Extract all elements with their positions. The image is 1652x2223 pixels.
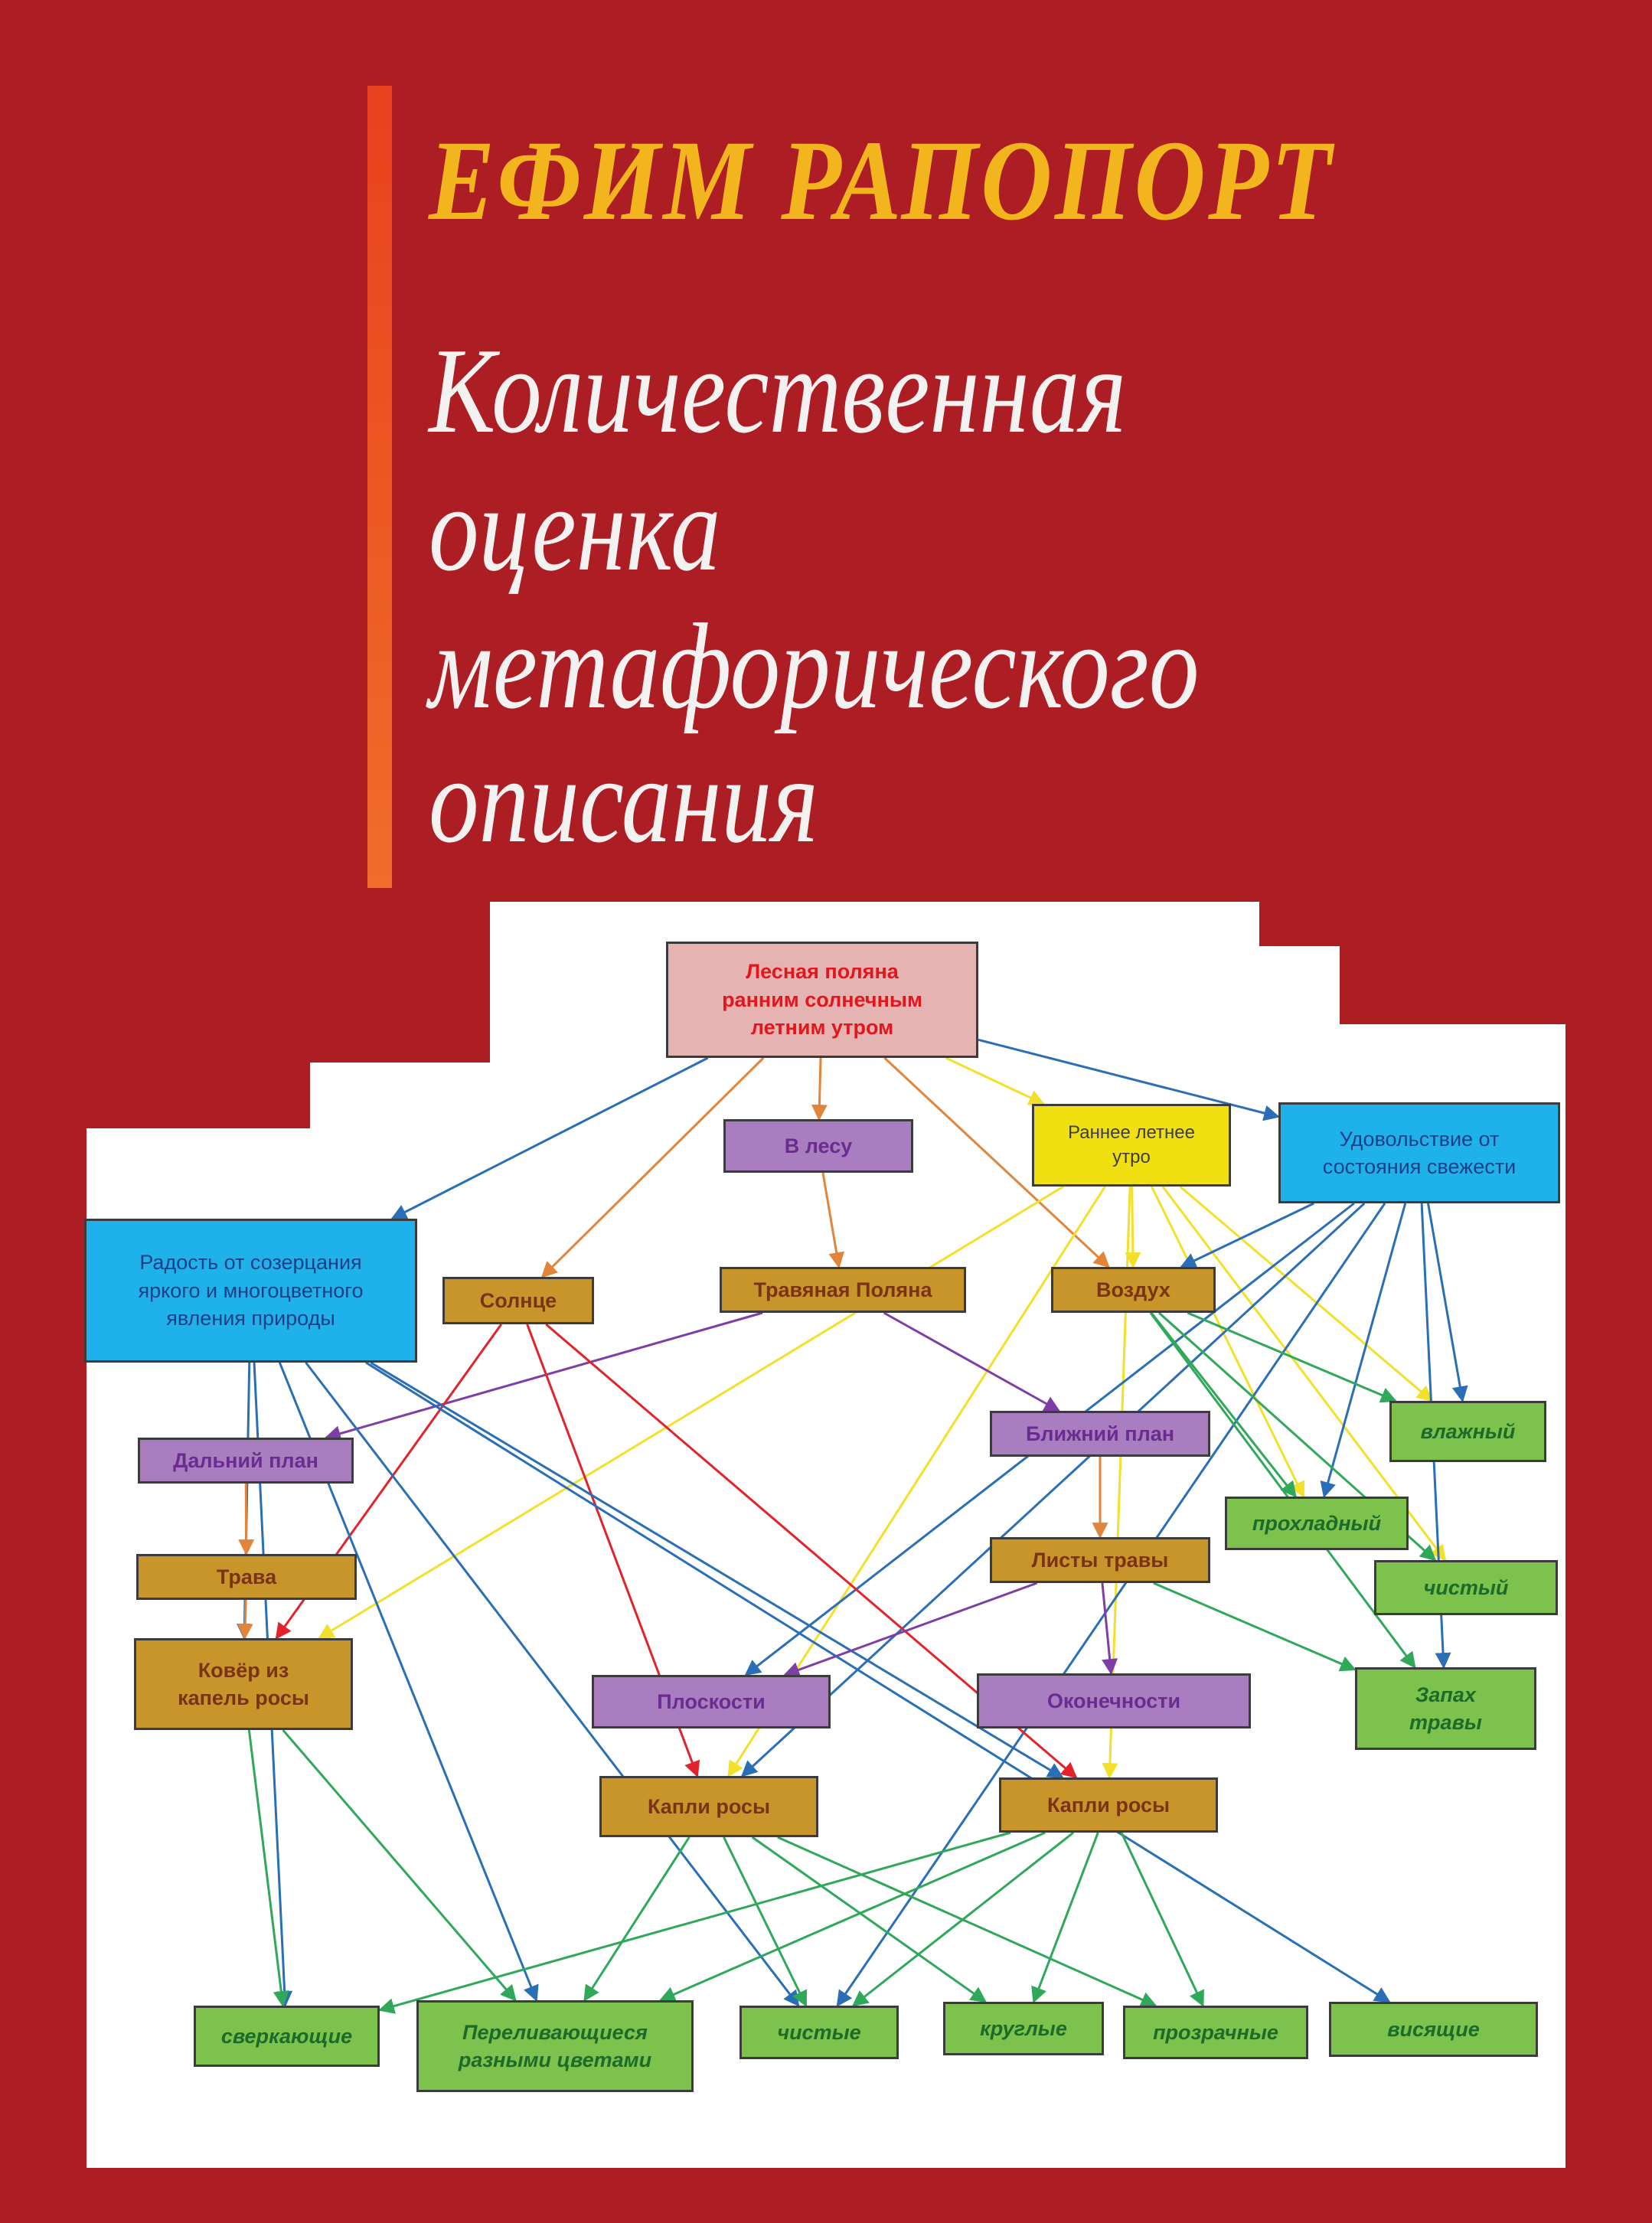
node-radost <box>84 1219 417 1363</box>
node-vlazh <box>1389 1401 1546 1462</box>
node-label-blizhniy: Ближний план <box>1025 1422 1175 1445</box>
node-vozduh <box>1051 1267 1216 1313</box>
node-label-kapli1: Капли росы <box>647 1794 771 1818</box>
node-label-trava: Трава <box>216 1565 277 1588</box>
node-label-visyas: висящие <box>1387 2017 1480 2041</box>
node-label-zapah: Запах травы <box>1409 1683 1482 1734</box>
node-blizhniy <box>990 1411 1210 1457</box>
node-label-prozr: прозрачные <box>1153 2020 1278 2044</box>
node-label-travpol: Травяная Поляна <box>753 1278 932 1301</box>
node-label-chistye: чистые <box>777 2020 861 2044</box>
node-label-rannee: Раннее летнее утро <box>1068 1121 1195 1167</box>
node-label-okon: Оконечности <box>1046 1689 1181 1712</box>
node-vlesu <box>723 1119 913 1173</box>
node-label-dalniy: Дальний план <box>173 1448 318 1472</box>
node-prohl <box>1225 1497 1409 1550</box>
node-label-perel: Переливающиеся разными цветами <box>458 2020 652 2071</box>
node-udov <box>1278 1102 1560 1203</box>
node-travpol <box>720 1267 966 1313</box>
node-listy <box>990 1537 1210 1583</box>
node-kapli1 <box>599 1776 818 1837</box>
node-kruglye <box>943 2002 1104 2055</box>
node-label-kapli2: Капли росы <box>1046 1793 1170 1817</box>
node-label-vlazh: влажный <box>1420 1419 1516 1443</box>
node-label-sverk: сверкающие <box>220 2024 353 2048</box>
node-label-prohl: прохладный <box>1252 1511 1382 1535</box>
book-title-line-3: метафорического <box>429 598 1200 734</box>
node-plosk <box>592 1675 831 1728</box>
book-title-line-1: Количественная <box>429 322 1127 459</box>
node-label-listy: Листы травы <box>1031 1548 1169 1572</box>
node-label-radost: Радость от созерцания яркого и многоцветного явления природы <box>138 1251 364 1330</box>
node-solnce <box>442 1277 594 1324</box>
edge-rannee-to-vozduh <box>1132 1187 1133 1267</box>
node-label-plosk: Плоскости <box>657 1689 766 1713</box>
book-title-line-2: оценка <box>429 460 721 596</box>
node-visyas <box>1329 2002 1538 2057</box>
book-title-line-4: описания <box>429 732 818 868</box>
node-kover <box>134 1638 353 1730</box>
book-author: ЕФИМ РАПОПОРТ <box>429 117 1334 244</box>
node-label-root: Лесная поляна ранним солнечным летним утром <box>722 960 922 1040</box>
node-okon <box>977 1673 1251 1728</box>
node-label-vlesu: В лесу <box>784 1134 853 1157</box>
node-label-kruglye: круглые <box>980 2016 1067 2040</box>
node-label-chistyy: чистый <box>1423 1575 1509 1599</box>
node-prozr <box>1123 2006 1308 2059</box>
node-label-udov: Удовольствие от состояния свежести <box>1322 1127 1517 1178</box>
node-root <box>666 942 978 1058</box>
node-chistyy <box>1374 1560 1558 1615</box>
node-zapah <box>1355 1667 1536 1750</box>
node-chistye <box>739 2006 899 2059</box>
node-label-solnce: Солнце <box>479 1288 557 1312</box>
node-sverk <box>194 2006 380 2067</box>
edge-root-to-vlesu <box>819 1058 821 1119</box>
node-kapli2 <box>999 1777 1218 1833</box>
node-label-kover: Ковёр из капель росы <box>178 1658 309 1709</box>
node-rannee <box>1032 1104 1231 1187</box>
edge-trava-to-kover <box>245 1600 246 1638</box>
node-trava <box>136 1554 357 1600</box>
node-dalniy <box>138 1438 354 1484</box>
node-perel <box>416 2000 694 2092</box>
node-label-vozduh: Воздух <box>1096 1278 1170 1301</box>
